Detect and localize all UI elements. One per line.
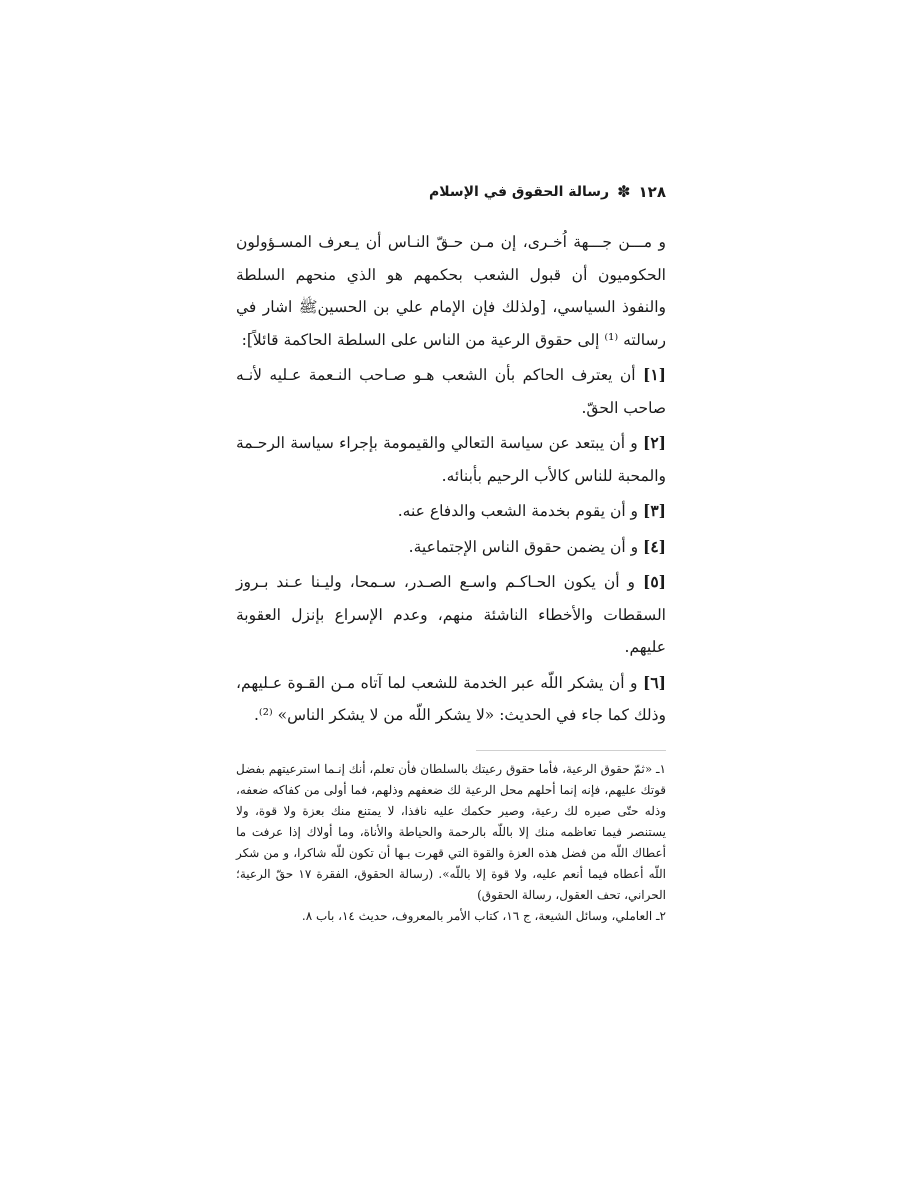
book-page [236, 180, 666, 927]
point-number: [٢] [642, 433, 666, 452]
point-number: [٥] [642, 572, 666, 591]
footnote-1: ١ـ «ثمّ حقوق الرعية، فأما حقوق رعيتك بالسلطان فأن تعلم، أنك إنـما استرعيتهم بفضل قوتك عليهم، فإنه إنما أحلهم محل الرعية لك ضعفهم وذلهم، فما أولى من كفاكه ضعفه، وذله حتّى صيره لك رعية، وصير حكمك عليه نافذا، لا يمتنع منك بعزة ولا قوة، ولا يستنصر فيما تعاظمه منك إلا باللّه بالرحمة والحياطة والأناة، وما أولاك إذا عرفت ما أعطاك اللّه من فضل هذه العزة والقوة التي قهرت بـها أن تكون للّه شاكرا، و من شكر اللّه أعطاه فيما أنعم عليه، ولا قوة إلا باللّه». (رسالة الحقوق، الفقرة ١٧ حقّ الرعية؛ الحراني، تحف العقول، رسالة الحقوق) [236, 761, 666, 902]
main-text [236, 226, 666, 732]
rights-point-6 [236, 667, 666, 732]
point-number: [١] [642, 365, 666, 384]
point-text: و أن يكون الحـاكـم واسـع الصـدر، سـمحا، وليـنا عـند بـروز السقطات والأخطاء الناشئة منهم، وعدم الإسراع بإنزل العقوبة عليهم. [236, 573, 666, 656]
rights-point-3 [236, 495, 666, 528]
footnotes [236, 759, 666, 927]
rights-point-2 [236, 427, 666, 492]
rights-point-1 [236, 359, 666, 424]
footnote-divider [476, 750, 666, 751]
flower-ornament-icon: ✽ [617, 182, 631, 201]
rights-point-5 [236, 566, 666, 664]
point-number: [٦] [642, 672, 666, 692]
rights-point-4 [236, 531, 666, 564]
point-text: و أن يشكر اللّه عبر الخدمة للشعب لما آتاه مـن القـوة عـليهم، وذلك كما جاء في الحديث: «لا يشكر اللّه من لا يشكر الناس» ⁽²⁾. [236, 673, 666, 724]
intro-paragraph: و مـــن جـــهة اُخـرى، إن مـن حـقّ النـاس أن يـعرف المسـؤولون الحكوميون أن قبول الشعب بحكمهم هو الذي منحهم السلطة والنفوذ السياسي، [ولذلك فإن الإمام علي بن الحسينﷺ اشار في رسالته ⁽¹⁾ إلى حقوق الرعية من الناس على السلطة الحاكمة قائلاً]: [236, 233, 666, 349]
point-number: [٣] [642, 501, 666, 520]
point-text: أن يعترف الحاكم بأن الشعب هـو صـاحب النـعمة عـليه لأنـه صاحب الحقّ. [236, 366, 666, 417]
running-header [236, 180, 666, 204]
footnote-2: ٢ـ العاملي، وسائل الشيعة، ج ١٦، كتاب الأمر بالمعروف، حديث ١٤، باب ٨. [301, 908, 666, 923]
point-text: و أن يبتعد عن سياسة التعالي والقيمومة بإجراء سياسة الرحـمة والمحبة للناس كالأب الرحيم بأبنائه. [236, 434, 666, 485]
book-title: رسالة الحقوق في الإسلام [428, 184, 610, 200]
point-text: و أن يضمن حقوق الناس الإجتماعية. [408, 537, 643, 556]
point-number: [٤] [642, 536, 666, 556]
page-number: ١٢٨ [638, 183, 666, 201]
point-text: و أن يقوم بخدمة الشعب والدفاع عنه. [397, 502, 643, 520]
